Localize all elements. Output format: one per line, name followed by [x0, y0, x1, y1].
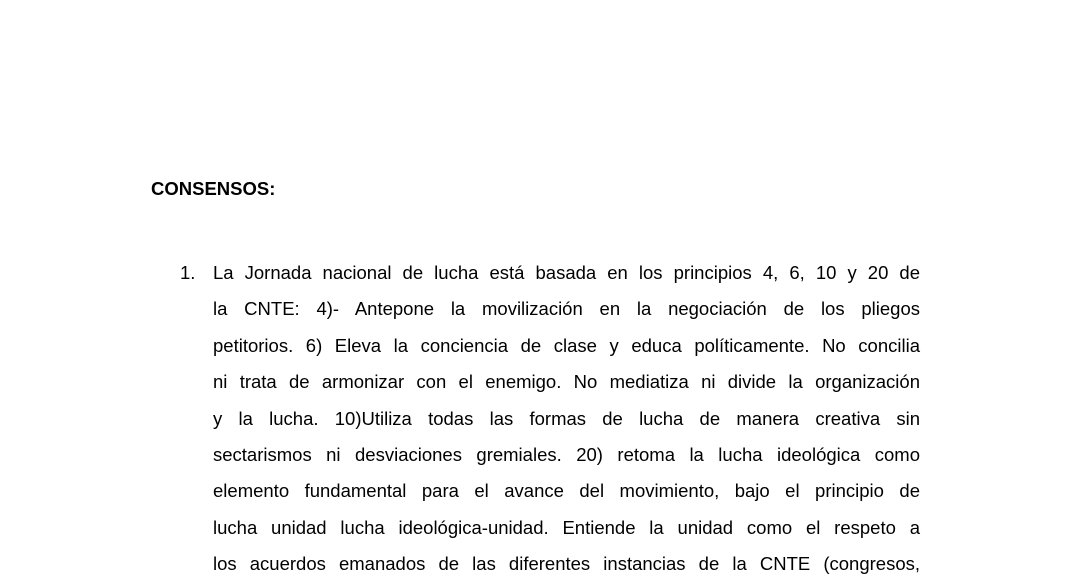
list-item-number: 1. — [180, 262, 196, 283]
paragraph-line: petitorios. 6) Eleva la conciencia de clase y educa políticamente. No concilia — [213, 334, 920, 356]
paragraph-line: elemento fundamental para el avance del movimiento, bajo el principio de — [213, 480, 920, 502]
paragraph-line: la CNTE: 4)- Antepone la movilización en la negociación de los pliegos — [213, 298, 920, 320]
paragraph-line: los acuerdos emanados de las diferentes instancias de la CNTE (congresos, — [213, 553, 920, 575]
list-item-body — [213, 255, 920, 580]
paragraph-line: ni trata de armonizar con el enemigo. No mediatiza ni divide la organización — [213, 371, 920, 393]
paragraph-line: y la lucha. 10)Utiliza todas las formas de lucha de manera creativa sin — [213, 407, 920, 429]
paragraph-line: sectarismos ni desviaciones gremiales. 20) retoma la lucha ideológica como — [213, 443, 920, 465]
paragraph-line: La Jornada nacional de lucha está basada en los principios 4, 6, 10 y 20 de — [213, 262, 920, 283]
section-heading: CONSENSOS: — [151, 178, 276, 199]
paragraph-line: lucha unidad lucha ideológica-unidad. Entiende la unidad como el respeto a — [213, 516, 920, 538]
